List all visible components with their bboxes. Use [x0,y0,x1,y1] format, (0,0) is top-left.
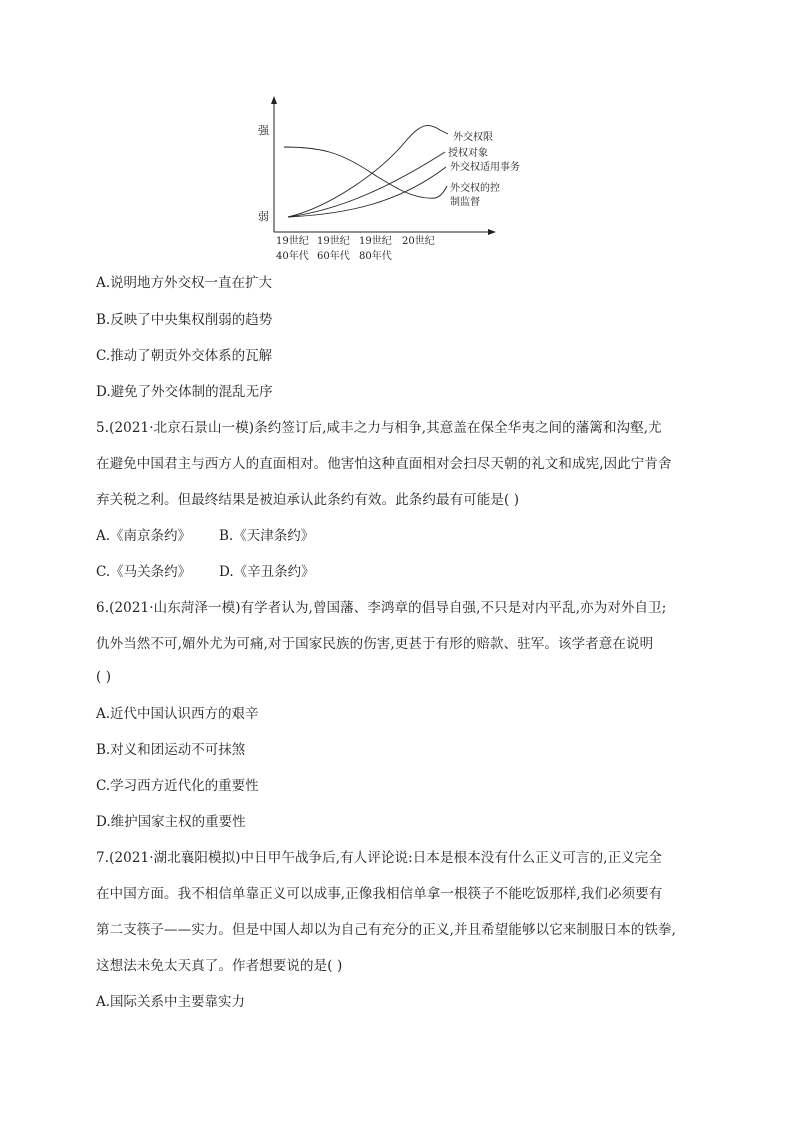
series-label-1: 外交权限 [453,132,493,143]
x-tick-2-line1: 19世纪 [317,236,350,247]
q7-stem-line-3: 第二支筷子——实力。但是中国人却以为自己有充分的正义,并且希望能够以它来制服日本的铁拳, [96,922,676,938]
series-line-authorized-object [288,152,445,217]
series-line-diplomatic-authority [288,126,448,217]
q6-option-c: C.学习西方近代化的重要性 [96,778,259,794]
q7-stem-line-4: 这想法未免太天真了。作者想要说的是( ) [96,958,343,974]
x-tick-3-line2: 80年代 [359,251,392,262]
q6-option-a: A.近代中国认识西方的艰辛 [96,706,259,722]
q5-option-d: D.《辛丑条约》 [219,564,315,580]
x-tick-4-line1: 20世纪 [402,236,435,247]
x-axis-arrow [488,229,496,235]
q5-stem-line-2: 在避免中国君主与西方人的直面相对。他害怕这种直面相对会扫尽天朝的礼文和成宪,因此宁肯舍 [96,456,672,472]
series-line-control-supervision [284,147,447,198]
y-label-strong: 强 [258,124,269,137]
q5-option-b: B.《天津条约》 [219,528,315,544]
x-tick-1-line1: 19世纪 [276,236,309,247]
chart [250,92,520,267]
q5-stem-line-1: 5.(2021·北京石景山一模)条约签订后,咸丰之力与相争,其意盖在保全华夷之间的藩篱和沟壑,尤 [96,420,662,436]
q7-stem-line-2: 在中国方面。我不相信单靠正义可以成事,正像我相信单拿一根筷子不能吃饭那样,我们必须要有 [96,886,663,902]
y-axis-arrow [271,96,277,104]
q5-option-c: C.《马关条约》 [96,564,192,580]
q6-option-d: D.维护国家主权的重要性 [96,814,246,830]
q4-option-d: D.避免了外交体制的混乱无序 [96,384,273,400]
q5-option-a: A.《南京条约》 [96,528,192,544]
x-tick-3-line1: 19世纪 [359,236,392,247]
q4-option-b: B.反映了中央集权削弱的趋势 [96,312,273,328]
q7-stem-line-1: 7.(2021·湖北襄阳模拟)中日甲午战争后,有人评论说:日本是根本没有什么正义可言的,正义完全 [96,850,662,866]
x-tick-1-line2: 40年代 [276,251,309,262]
series-label-2: 授权对象 [448,148,488,159]
q4-option-a: A.说明地方外交权一直在扩大 [96,275,273,291]
y-label-weak: 弱 [258,210,269,223]
series-label-3: 外交权适用事务 [450,162,520,173]
q6-stem-line-1: 6.(2021·山东菏泽一模)有学者认为,曾国藩、李鸿章的倡导自强,不只是对内平乱,亦为对外自卫; [96,600,667,616]
series-label-4a: 外交权的控 [450,183,500,194]
q6-stem-line-3: ( ) [96,669,112,685]
q6-stem-line-2: 仇外当然不可,媚外尤为可痛,对于国家民族的伤害,更甚于有形的赔款、驻军。该学者意在说明 [96,636,654,652]
series-label-4b: 制监督 [450,197,480,208]
x-tick-2-line2: 60年代 [317,251,350,262]
q6-option-b: B.对义和团运动不可抹煞 [96,742,246,758]
q7-option-a: A.国际关系中主要靠实力 [96,994,246,1010]
q4-option-c: C.推动了朝贡外交体系的瓦解 [96,348,273,364]
q5-stem-line-3: 弃关税之利。但最终结果是被迫承认此条约有效。此条约最有可能是( ) [96,492,520,508]
